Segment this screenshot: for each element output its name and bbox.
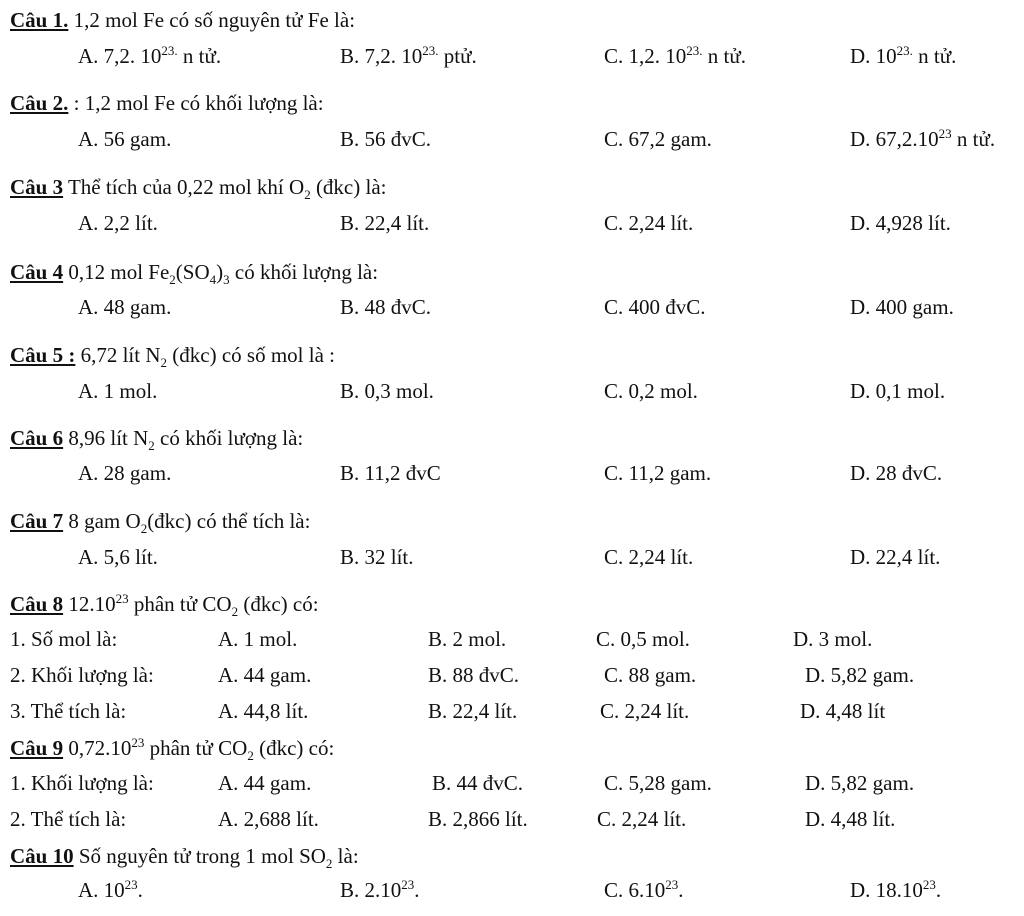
q6-label: Câu 6	[10, 426, 64, 450]
q7-heading	[10, 509, 311, 537]
q3-option-d: D. 4,928 lít.	[850, 211, 951, 235]
q10-option-b: B. 2.10$^{23}$.	[340, 877, 420, 902]
q3-option-c: C. 2,24 lít.	[604, 211, 694, 235]
q4-heading	[10, 260, 379, 288]
q1-label: Câu 1.	[10, 8, 69, 32]
q9-option-b-row2: B. 2,866 lít.	[428, 807, 528, 831]
q4-option-c: C. 400 đvC.	[604, 295, 706, 319]
q8-option-a-row2: A. 44 gam.	[218, 663, 312, 687]
q6-option-b: B. 11,2 đvC	[340, 461, 441, 485]
q4-option-a: A. 48 gam.	[78, 295, 172, 319]
q1-heading	[10, 10, 355, 31]
q8-subquestion-3: 3. Thể tích là:	[10, 699, 127, 723]
q8-option-b-row1: B. 2 mol.	[428, 627, 507, 651]
q5-option-b: B. 0,3 mol.	[340, 379, 434, 403]
q3-option-b: B. 22,4 lít.	[340, 211, 430, 235]
q8-heading	[10, 591, 319, 620]
q8-option-b-row2: B. 88 đvC.	[428, 663, 520, 687]
q5-heading	[10, 343, 335, 371]
q6-option-d: D. 28 đvC.	[850, 461, 943, 485]
q7-option-b: B. 32 lít.	[340, 545, 414, 569]
q7-label: Câu 7	[10, 509, 64, 533]
q8-option-a-row1: A. 1 mol.	[218, 627, 298, 651]
q9-heading	[10, 735, 335, 764]
q7-option-a: A. 5,6 lít.	[78, 545, 158, 569]
q9-option-a-row2: A. 2,688 lít.	[218, 807, 319, 831]
q9-option-c-row2: C. 2,24 lít.	[597, 807, 687, 831]
q8-option-a-row3: A. 44,8 lít.	[218, 699, 309, 723]
q10-option-a: A. $10^{23}$.	[78, 877, 143, 902]
q1-option-b: B. 7,2. $10^{23.}$ ptử.	[340, 43, 477, 68]
q6-option-c: C. 11,2 gam.	[604, 461, 712, 485]
q9-label: Câu 9	[10, 736, 64, 760]
q9-option-b-row1: B. 44 đvC.	[432, 771, 524, 795]
q9-option-a-row1: A. 44 gam.	[218, 771, 312, 795]
q9-option-d-row1: D. 5,82 gam.	[805, 771, 915, 795]
q8-subquestion-2: 2. Khối lượng là:	[10, 663, 154, 687]
q4-option-d: D. 400 gam.	[850, 295, 954, 319]
q5-label: Câu 5 :	[10, 343, 76, 367]
q10-label: Câu 10	[10, 844, 74, 868]
q5-text: 6,72 lít $N_2$ (đkc) có số mol là :	[75, 343, 335, 371]
q6-text: 8,96 lít $N_2$ có khối lượng là:	[63, 426, 304, 454]
q8-option-d-row3: D. 4,48 lít	[800, 699, 886, 723]
q10-option-c: C. 6.10$^{23}$.	[604, 877, 684, 902]
q4-option-b: B. 48 đvC.	[340, 295, 432, 319]
q2-option-c: C. 67,2 gam.	[604, 127, 712, 151]
q5-option-c: C. 0,2 mol.	[604, 379, 698, 403]
q3-label: Câu 3	[10, 175, 64, 199]
q5-option-a: A. 1 mol.	[78, 379, 158, 403]
q9-text: 0,72.10$^{23}$ phân tử $CO_2$ (đkc) có:	[63, 735, 335, 764]
q3-option-a: A. 2,2 lít.	[78, 211, 158, 235]
q6-option-a: A. 28 gam.	[78, 461, 172, 485]
q2-label: Câu 2.	[10, 91, 69, 115]
q2-option-d: D. 67,2.10$^{23}$ n tử.	[850, 126, 996, 151]
q1-option-c: C. 1,2. $10^{23.}$ n tử.	[604, 43, 746, 68]
q8-option-d-row2: D. 5,82 gam.	[805, 663, 915, 687]
q8-option-c-row2: C. 88 gam.	[604, 663, 697, 687]
q9-subquestion-2: 2. Thể tích là:	[10, 807, 127, 831]
q8-subquestion-1: 1. Số mol là:	[10, 627, 118, 651]
q7-option-d: D. 22,4 lít.	[850, 545, 941, 569]
q7-text: 8 gam $O_2(đkc)$ có thể tích là:	[63, 509, 311, 537]
q8-text: 12.10$^{23}$ phân tử $CO_2$ (đkc) có:	[63, 591, 319, 620]
q7-option-c: C. 2,24 lít.	[604, 545, 694, 569]
q8-option-c-row3: C. 2,24 lít.	[600, 699, 690, 723]
q2-option-b: B. 56 đvC.	[340, 127, 432, 151]
q1-option-d: D. $10^{23.}$ n tử.	[850, 43, 957, 68]
q9-subquestion-1: 1. Khối lượng là:	[10, 771, 154, 795]
q5-option-d: D. 0,1 mol.	[850, 379, 946, 403]
q8-label: Câu 8	[10, 592, 64, 616]
q10-text: Số nguyên tử trong 1 mol $SO_2$ là:	[73, 844, 359, 872]
q9-option-c-row1: C. 5,28 gam.	[604, 771, 712, 795]
q6-heading	[10, 426, 304, 454]
q8-option-d-row1: D. 3 mol.	[793, 627, 873, 651]
q1-text: 1,2 mol Fe có số nguyên tử Fe là:	[68, 8, 356, 32]
q8-option-c-row1: C. 0,5 mol.	[596, 627, 690, 651]
q3-heading	[10, 175, 387, 203]
q8-option-b-row3: B. 22,4 lít.	[428, 699, 518, 723]
q10-option-d: D. 18.10$^{23}$.	[850, 877, 942, 902]
q2-text: : 1,2 mol Fe có khối lượng là:	[68, 91, 324, 115]
q10-heading	[10, 844, 359, 872]
q4-text: 0,12 mol $Fe_2(SO_4)_3$ có khối lượng là:	[63, 260, 379, 288]
q9-option-d-row2: D. 4,48 lít.	[805, 807, 896, 831]
q4-label: Câu 4	[10, 260, 64, 284]
q2-option-a: A. 56 gam.	[78, 127, 172, 151]
q1-option-a: A. 7,2. $10^{23.}$ n tử.	[78, 43, 222, 68]
q2-heading	[10, 93, 324, 114]
q3-text: Thể tích của 0,22 mol khí $O_2$ (đkc) là:	[63, 175, 387, 203]
